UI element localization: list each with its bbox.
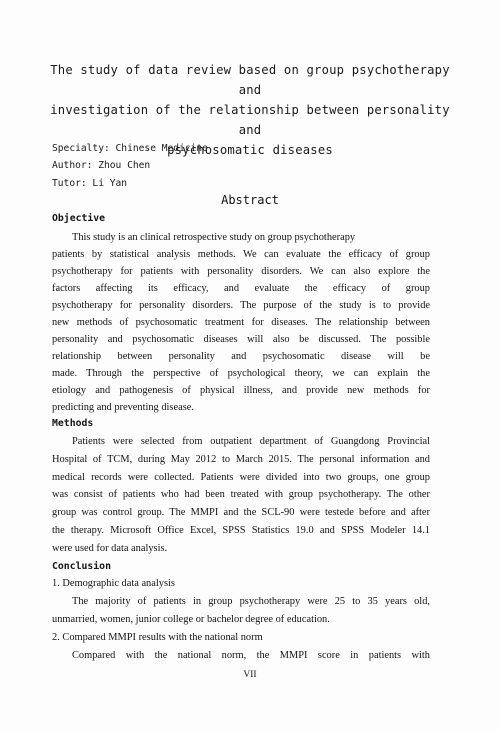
objective-line-3: psychotherapy for patients with personality disorders. We can also explore the <box>52 266 430 277</box>
methods-line-6: the therapy. Microsoft Office Excel, SPSS Statistics 19.0 and SPSS Modeler 14.1 <box>52 525 430 536</box>
objective-line-10: etiology and pathogenesis of physical illness, and provide new methods for <box>52 385 430 396</box>
methods-line-2: Hospital of TCM, during May 2012 to March 2015. The personal information and <box>52 454 430 465</box>
objective-line-5: psychotherapy for personality disorders. The purpose of the study is to provide <box>52 300 430 311</box>
methods-line-4: was consist of patients who had been treated with group psychotherapy. The other <box>52 489 430 500</box>
conclusion-heading: Conclusion <box>52 561 111 572</box>
conclusion-line-2: unmarried, women, junior college or bachelor degree of education. <box>52 614 330 625</box>
methods-line-5: group was control group. The MMPI and the SCL-90 were testede before and after <box>52 507 430 518</box>
objective-line-8: relationship between personality and psychosomatic disease will be <box>52 351 430 362</box>
objective-line-11: predicting and preventing disease. <box>52 402 194 413</box>
objective-heading: Objective <box>52 213 106 224</box>
methods-line-7: were used for data analysis. <box>52 543 168 554</box>
conclusion-item-2-title: 2. Compared MMPI results with the national norm <box>52 632 263 643</box>
conclusion-item-1-title: 1. Demographic data analysis <box>52 578 175 589</box>
author-line: Author: Zhou Chen <box>52 160 151 171</box>
abstract-heading: Abstract <box>221 193 279 207</box>
tutor-line: Tutor: Li Yan <box>52 178 128 189</box>
specialty-line: Specialty: Chinese Medicine <box>52 143 208 154</box>
objective-line-9: made. Through the perspective of psychological theory, we can explain the <box>52 368 430 379</box>
objective-line-7: personality and psychosomatic diseases will also be discussed. The possible <box>52 334 430 345</box>
objective-line-1: This study is an clinical retrospective study on group psychotherapy <box>72 232 356 243</box>
conclusion-line-3: Compared with the national norm, the MMPI score in patients with <box>72 650 430 661</box>
title-line-2: investigation of the relationship between personality and <box>50 103 450 137</box>
objective-line-2: patients by statistical analysis methods. We can evaluate the efficacy of group <box>52 249 430 260</box>
objective-line-6: new methods of psychosomatic treatment for diseases. The relationship between <box>52 317 430 328</box>
objective-line-4: factors affecting its efficacy, and evaluate the efficacy of group <box>52 283 430 294</box>
methods-line-3: medical records were collected. Patients were divided into two groups, one group <box>52 472 430 483</box>
title-line-3: psychosomatic diseases <box>167 143 333 157</box>
page-number: VII <box>243 670 257 680</box>
conclusion-line-1: The majority of patients in group psychotherapy were 25 to 35 years old, <box>72 596 430 607</box>
methods-line-1: Patients were selected from outpatient department of Guangdong Provincial <box>72 436 430 447</box>
methods-heading: Methods <box>52 418 94 429</box>
title-line-1: The study of data review based on group psychotherapy and <box>50 63 450 97</box>
